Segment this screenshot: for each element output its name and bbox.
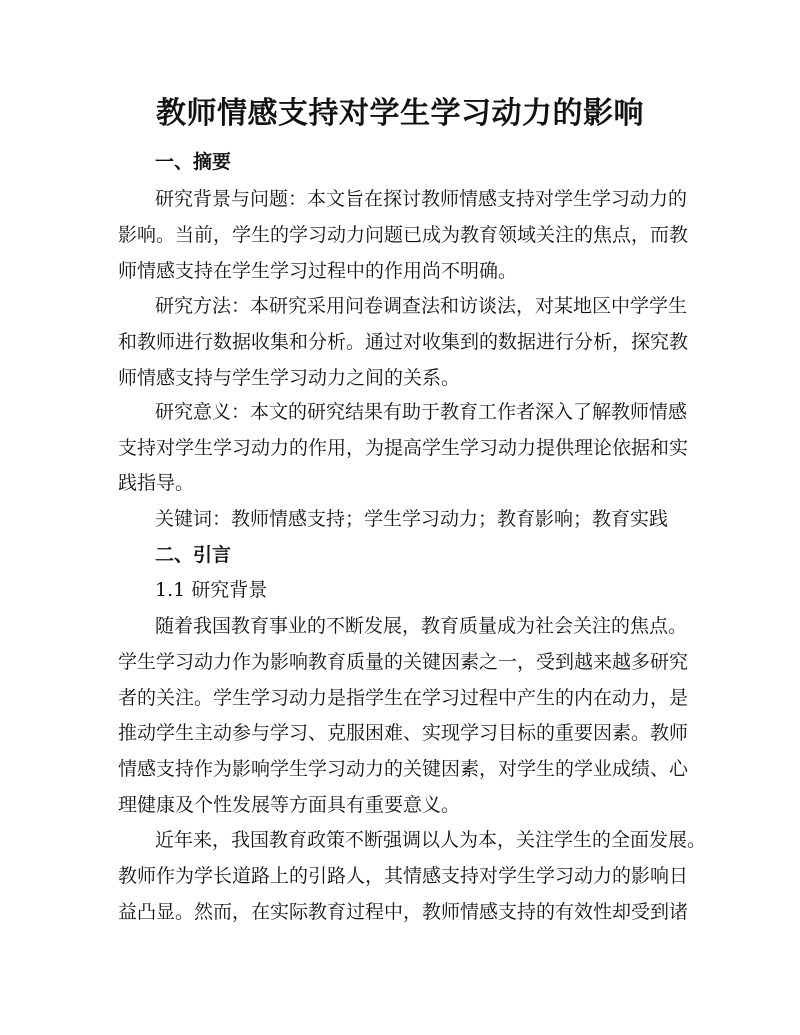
section-heading-abstract: 一、摘要: [155, 151, 232, 173]
subsection-heading-background: 1.1 研究背景: [155, 579, 268, 601]
paragraph-line: 和教师进行数据收集和分析。通过对收集到的数据进行分析，探究教: [118, 331, 689, 353]
paragraph-line: 践指导。: [118, 472, 195, 494]
paragraph-line: 师情感支持在学生学习过程中的作用尚不明确。: [118, 260, 518, 282]
paragraph-line: 益凸显。然而，在实际教育过程中，教师情感支持的有效性却受到诸: [118, 901, 689, 923]
paragraph-line: 影响。当前，学生的学习动力问题已成为教育领域关注的焦点，而教: [118, 224, 689, 246]
paragraph-line: 情感支持作为影响学生学习动力的关键因素，对学生的学业成绩、心: [118, 758, 689, 780]
paragraph-line: 研究意义：本文的研究结果有助于教育工作者深入了解教师情感: [155, 401, 688, 423]
paragraph-line: 教师作为学长道路上的引路人，其情感支持对学生学习动力的影响日: [118, 865, 689, 887]
paragraph-line: 者的关注。学生学习动力是指学生在学习过程中产生的内在动力，是: [118, 687, 689, 709]
document-title: 教师情感支持对学生学习动力的影响: [156, 96, 644, 131]
paragraph-line: 理健康及个性发展等方面具有重要意义。: [118, 794, 461, 816]
keywords-line: 关键词：教师情感支持；学生学习动力；教育影响；教育实践: [155, 508, 669, 530]
paragraph-line: 随着我国教育事业的不断发展，教育质量成为社会关注的焦点。: [155, 615, 688, 637]
paragraph-line: 研究方法：本研究采用问卷调查法和访谈法，对某地区中学学生: [155, 295, 688, 317]
section-heading-introduction: 二、引言: [155, 544, 232, 566]
paragraph-line: 研究背景与问题：本文旨在探讨教师情感支持对学生学习动力的: [155, 188, 688, 210]
paragraph-line: 学生学习动力作为影响教育质量的关键因素之一，受到越来越多研究: [118, 651, 689, 673]
paragraph-line: 师情感支持与学生学习动力之间的关系。: [118, 367, 461, 389]
paragraph-line: 推动学生主动参与学习、克服困难、实现学习目标的重要因素。教师: [118, 722, 689, 744]
paragraph-line: 支持对学生学习动力的作用，为提高学生学习动力提供理论依据和实: [118, 437, 689, 459]
paragraph-line: 近年来，我国教育政策不断强调以人为本，关注学生的全面发展。: [155, 829, 707, 851]
